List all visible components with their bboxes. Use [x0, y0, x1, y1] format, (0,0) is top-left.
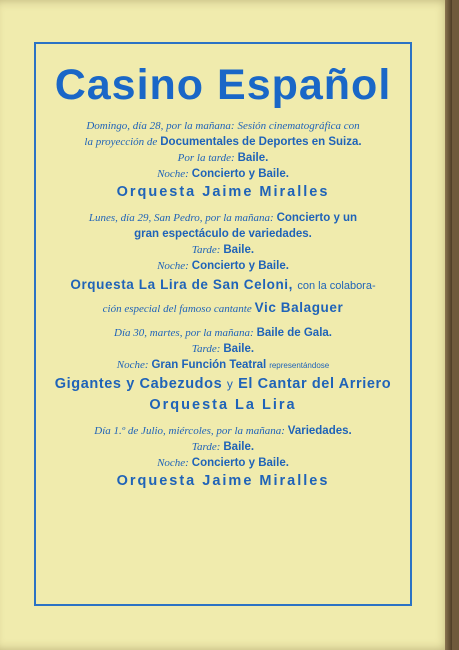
miercoles-line-1 [36, 423, 410, 439]
domingo-documentaries: Documentales de Deportes en Suiza. [160, 136, 362, 148]
martes-line-2 [36, 341, 410, 357]
miercoles-event-text: Variedades. [287, 425, 352, 437]
lunes-line-3 [36, 242, 410, 258]
miercoles-date-text: Día 1.º de Julio, miércoles, por la mañana: [94, 425, 285, 437]
martes-play-1: Gigantes y Cabezudos [54, 376, 223, 392]
domingo-line-1 [36, 118, 410, 134]
page-title: Casino Español [54, 61, 392, 109]
domingo-orchestra: Orquesta Jaime Miralles [116, 184, 330, 200]
lunes-orchestra: Orquesta La Lira de San Celoni, [70, 277, 293, 292]
domingo-date-text: Domingo, día 28, por la mañana: [86, 120, 235, 132]
martes-noche-event: Gran Función Teatral [151, 359, 267, 371]
martes-event-text: Baile de Gala. [256, 327, 332, 339]
miercoles-noche-event: Concierto y Baile. [191, 457, 289, 469]
domingo-line-2 [36, 134, 410, 150]
lunes-date-text: Lunes, día 29, San Pedro, por la mañana: [88, 212, 274, 224]
martes-play-2: El Cantar del Arriero [238, 376, 392, 392]
martes-tarde-event: Baile. [223, 343, 255, 355]
miercoles-line-2 [36, 439, 410, 455]
martes-date-text: Día 30, martes, por la mañana: [114, 327, 254, 339]
domingo-noche-event: Concierto y Baile. [191, 168, 289, 180]
miercoles-orchestra: Orquesta Jaime Miralles [116, 473, 330, 489]
domingo-event-text: Sesión cinematográfica con [237, 120, 360, 132]
lunes-noche-event: Concierto y Baile. [191, 260, 289, 272]
martes-plays-line [36, 374, 410, 395]
lunes-line-2 [36, 226, 410, 242]
book-spine-edge [445, 0, 452, 650]
lunes-orchestra-line [36, 274, 410, 297]
lunes-line-6 [36, 297, 410, 318]
domingo-tarde-label: Por la tarde: [177, 152, 235, 164]
domingo-line-4 [36, 166, 410, 182]
miercoles-tarde-label: Tarde: [191, 441, 221, 453]
lunes-variedades: gran espectáculo de variedades. [134, 228, 312, 240]
martes-tarde-label: Tarde: [191, 343, 221, 355]
lunes-singer: Vic Balaguer [254, 300, 344, 315]
lunes-line-1 [36, 210, 410, 226]
lunes-tarde-event: Baile. [223, 244, 255, 256]
miercoles-line-3 [36, 455, 410, 471]
lunes-special-text: ción especial del famoso cantante [102, 303, 252, 315]
lunes-noche-label: Noche: [157, 260, 189, 272]
domingo-noche-label: Noche: [157, 168, 189, 180]
domingo-line-3 [36, 150, 410, 166]
martes-noche-label: Noche: [116, 359, 149, 371]
martes-and-text: y [226, 377, 234, 391]
program-content [36, 56, 410, 492]
martes-orchestra: Orquesta La Lira [149, 397, 297, 413]
lunes-tarde-label: Tarde: [191, 244, 221, 256]
miercoles-noche-label: Noche: [157, 457, 189, 469]
martes-line-3 [36, 357, 410, 374]
martes-line-1 [36, 325, 410, 341]
lunes-event-text: Concierto y un [276, 212, 358, 224]
martes-representing-text: representándose [269, 361, 330, 370]
lunes-line-4 [36, 258, 410, 274]
domingo-projection-text: la proyección de [84, 136, 158, 148]
lunes-collab-text: con la colabora- [297, 280, 376, 292]
miercoles-tarde-event: Baile. [223, 441, 255, 453]
domingo-tarde-event: Baile. [237, 152, 269, 164]
